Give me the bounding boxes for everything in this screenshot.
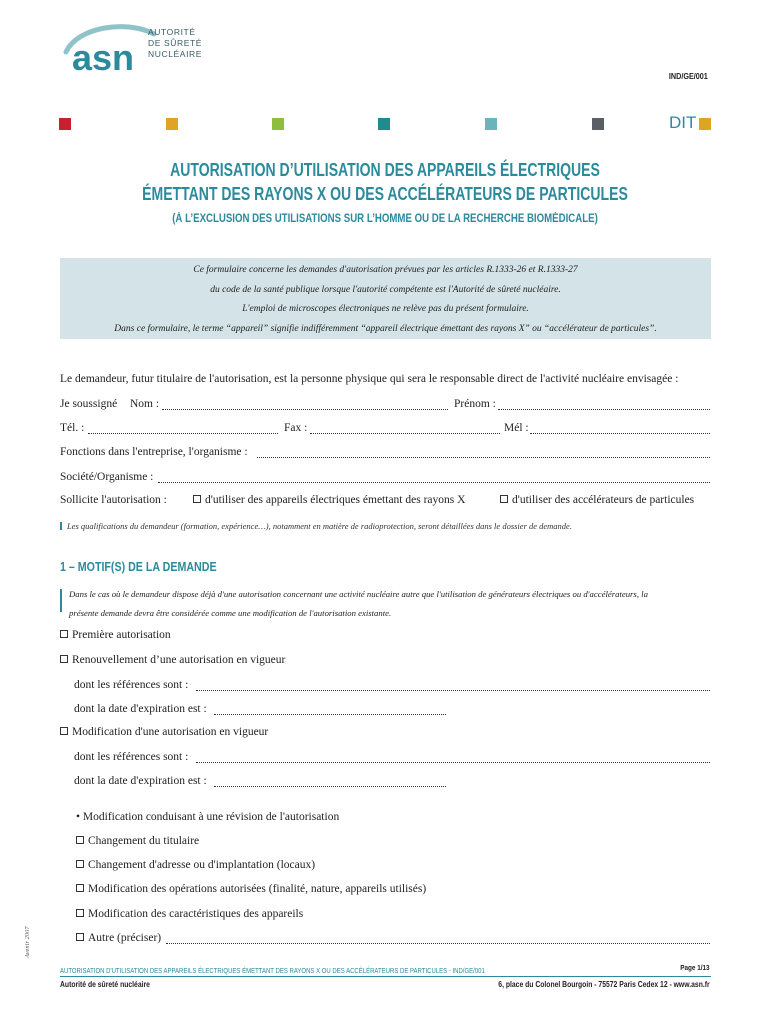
color-square-green — [272, 118, 284, 130]
section-note-bar — [60, 589, 62, 612]
footer-authority: Autorité de sûreté nucléaire — [60, 980, 150, 989]
option-accelerateurs[interactable]: d'utiliser des accélérateurs de particules — [500, 494, 694, 506]
footer-rule — [60, 976, 711, 977]
checkbox-modification-caracteristiques[interactable] — [76, 909, 84, 917]
color-square-teal — [378, 118, 390, 130]
footer-page-number: Page 1/13 — [680, 963, 710, 972]
fax-field[interactable] — [310, 433, 500, 434]
color-square-orange — [166, 118, 178, 130]
mel-field[interactable] — [530, 433, 710, 434]
modification-expiry-label: dont la date d'expiration est : — [74, 775, 207, 787]
section-1-note: Dans le cas où le demandeur dispose déjà d'une autorisation concernant une activité nucléaire autre que l'utilisation de générateurs électriques ou d'accélérateurs, la présente demande devra être considérée comme une modification de l'autorisation existante. — [69, 589, 648, 618]
option-modification[interactable]: Modification d'une autorisation en vigueur — [60, 726, 268, 738]
modification-refs-field[interactable] — [196, 762, 710, 763]
nom-label: Nom : — [130, 398, 160, 410]
footer-form-title: AUTORISATION D'UTILISATION DES APPAREILS ÉLECTRIQUES ÉMETTANT DES RAYONS X OU DES ACCÉLÉRATEURS DE PARTICULES - IND/GE/001 — [60, 966, 485, 975]
checkbox-changement-titulaire[interactable] — [76, 836, 84, 844]
nom-field[interactable] — [162, 409, 448, 410]
checkbox-changement-adresse[interactable] — [76, 860, 84, 868]
prenom-field[interactable] — [498, 409, 710, 410]
section-1-title: 1 – MOTIF(S) DE LA DEMANDE — [60, 559, 217, 574]
checkbox-autre[interactable] — [76, 933, 84, 941]
renewal-refs-label: dont les références sont : — [74, 679, 189, 691]
mel-label: Mél : — [504, 422, 529, 434]
renewal-refs-field[interactable] — [196, 690, 710, 691]
societe-label: Société/Organisme : — [60, 471, 154, 483]
svg-text:asn: asn — [72, 37, 135, 78]
color-square-red — [59, 118, 71, 130]
title-line-1: AUTORISATION D’UTILISATION DES APPAREILS ÉLECTRIQUES — [170, 160, 600, 180]
checkbox-modification-operations[interactable] — [76, 884, 84, 892]
fax-label: Fax : — [284, 422, 308, 434]
option-changement-adresse[interactable]: Changement d'adresse ou d'implantation (locaux) — [76, 859, 315, 871]
option-autre[interactable]: Autre (préciser) — [76, 932, 161, 944]
document-reference: IND/GE/001 — [669, 71, 708, 81]
title-line-2: ÉMETTANT DES RAYONS X OU DES ACCÉLÉRATEURS DE PARTICULES — [142, 184, 628, 204]
option-rayons-x[interactable]: d'utiliser des appareils électriques émettant des rayons X — [193, 494, 465, 506]
option-modification-operations[interactable]: Modification des opérations autorisées (finalité, nature, appareils utilisés) — [76, 883, 426, 895]
revision-bullet: • Modification conduisant à une révision de l'autorisation — [76, 811, 340, 823]
fonctions-label: Fonctions dans l'entreprise, l'organisme : — [60, 446, 248, 458]
sollicite-label: Sollicite l'autorisation : — [60, 494, 167, 506]
modification-expiry-field[interactable] — [214, 786, 446, 787]
side-date: Avenir 2007 — [24, 926, 31, 958]
option-changement-titulaire[interactable]: Changement du titulaire — [76, 835, 199, 847]
option-modification-caracteristiques[interactable]: Modification des caractéristiques des appareils — [76, 908, 303, 920]
qualifications-note: Les qualifications du demandeur (formation, expérience…), notamment en matière de radioprotection, seront détaillées dans le dossier de demande. — [60, 521, 572, 531]
tel-label: Tél. : — [60, 422, 85, 434]
info-box: Ce formulaire concerne les demandes d'autorisation prévues par les articles R.1333-26 et R.1333-27 du code de la santé publique lorsque l'autorité compétente est l'Autorité de sûreté nucléaire. L'emploi de microscopes électroniques ne relève pas du présent formulaire. Dans ce formulaire, le terme “appareil” signifie indifféremment “appareil électrique émettant des rayons X” ou “accélérateur de particules”. — [60, 258, 711, 339]
soussigne-label: Je soussigné — [60, 398, 118, 410]
color-square-dit — [699, 118, 711, 130]
option-renouvellement[interactable]: Renouvellement d’une autorisation en vigueur — [60, 654, 285, 666]
checkbox-modification[interactable] — [60, 727, 68, 735]
modification-refs-label: dont les références sont : — [74, 751, 189, 763]
color-square-light-teal — [485, 118, 497, 130]
checkbox-accelerateurs[interactable] — [500, 495, 508, 503]
tel-field[interactable] — [88, 433, 278, 434]
autre-field[interactable] — [166, 943, 710, 944]
option-premiere-autorisation[interactable]: Première autorisation — [60, 629, 171, 641]
dit-label: DIT — [669, 113, 697, 132]
color-square-gray — [592, 118, 604, 130]
logo-text: AUTORITÉ DE SÛRETÉ NUCLÉAIRE — [148, 27, 203, 59]
applicant-intro: Le demandeur, futur titulaire de l'autorisation, est la personne physique qui sera le responsable direct de l'activité nucléaire envisagée : — [60, 373, 679, 385]
prenom-label: Prénom : — [454, 398, 496, 410]
societe-field[interactable] — [158, 482, 710, 483]
checkbox-rayons-x[interactable] — [193, 495, 201, 503]
fonctions-field[interactable] — [257, 457, 710, 458]
checkbox-premiere-autorisation[interactable] — [60, 630, 68, 638]
note-marker — [60, 522, 62, 530]
footer-address: 6, place du Colonel Bourgoin - 75572 Paris Cedex 12 - www.asn.fr — [498, 980, 710, 989]
renewal-expiry-label: dont la date d'expiration est : — [74, 703, 207, 715]
title-subtitle: (À L’EXCLUSION DES UTILISATIONS SUR L’HOMME OU DE LA RECHERCHE BIOMÉDICALE) — [172, 213, 598, 225]
checkbox-renouvellement[interactable] — [60, 655, 68, 663]
renewal-expiry-field[interactable] — [214, 714, 446, 715]
